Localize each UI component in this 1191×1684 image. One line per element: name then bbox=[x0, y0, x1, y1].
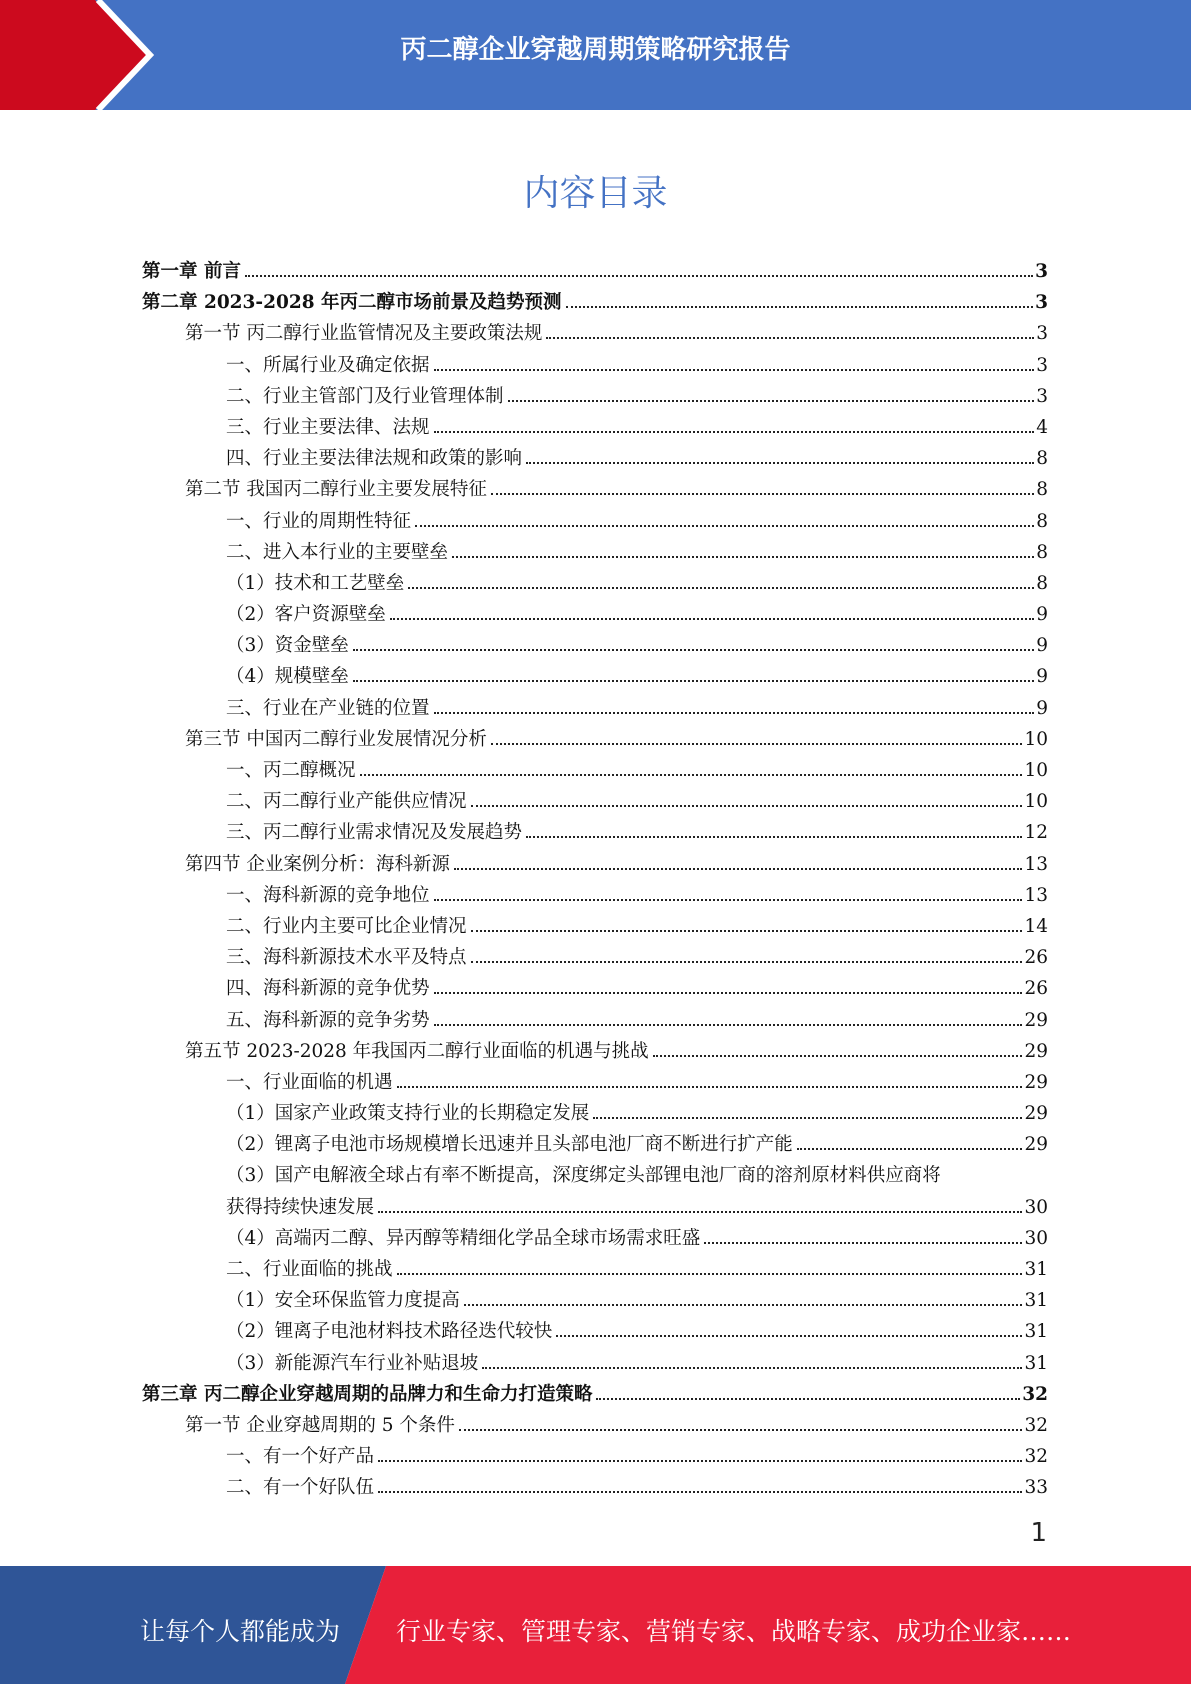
toc-entry-title: 二、行业内主要可比企业情况 bbox=[226, 915, 467, 937]
toc-entry-title: （1）国家产业政策支持行业的长期稳定发展 bbox=[226, 1103, 590, 1125]
toc-entry-title: （4）规模壁垒 bbox=[226, 666, 349, 688]
toc-entry-title: 五、海科新源的竞争劣势 bbox=[226, 1009, 430, 1031]
toc-page-number: 8 bbox=[1036, 510, 1048, 532]
toc-leader-dots bbox=[797, 1148, 1023, 1150]
toc-leader-dots bbox=[434, 431, 1035, 433]
toc-entry[interactable] bbox=[142, 942, 1048, 973]
toc-entry[interactable] bbox=[142, 630, 1048, 661]
toc-entry-title: （2）锂离子电池材料技术路径迭代较快 bbox=[226, 1321, 553, 1343]
toc-entry-title: 一、行业的周期性特征 bbox=[226, 510, 412, 532]
toc-entry-title: （3）国产电解液全球占有率不断提高，深度绑定头部锂电池厂商的溶剂原材料供应商将 bbox=[226, 1165, 941, 1187]
toc-page-number: 32 bbox=[1024, 1414, 1048, 1436]
toc-leader-dots bbox=[434, 712, 1035, 714]
toc-entry-title: 一、有一个好产品 bbox=[226, 1446, 375, 1468]
toc-entry[interactable] bbox=[142, 755, 1048, 786]
toc-entry-title: 二、有一个好队伍 bbox=[226, 1477, 375, 1499]
toc-entry[interactable] bbox=[142, 1316, 1048, 1347]
toc-entry[interactable] bbox=[142, 412, 1048, 443]
toc-leader-dots bbox=[526, 836, 1022, 838]
toc-page-number: 29 bbox=[1024, 1071, 1048, 1093]
toc-entry[interactable] bbox=[142, 880, 1048, 911]
toc-entry[interactable] bbox=[142, 911, 1048, 942]
toc-entry-title: 二、进入本行业的主要壁垒 bbox=[226, 541, 449, 563]
toc-leader-dots bbox=[566, 306, 1034, 308]
toc-entry-title: 一、丙二醇概况 bbox=[226, 760, 356, 781]
toc-entry[interactable] bbox=[142, 973, 1048, 1004]
toc-entry-title: 第二节 我国丙二醇行业主要发展特征 bbox=[185, 479, 487, 501]
toc-leader-dots bbox=[593, 1117, 1022, 1119]
toc-entry-title: 三、行业在产业链的位置 bbox=[226, 697, 430, 719]
toc-leader-dots bbox=[353, 680, 1034, 682]
toc-page-number: 31 bbox=[1024, 1321, 1048, 1343]
toc-entry[interactable] bbox=[142, 724, 1048, 755]
toc-entry-title: 第五节 2023-2028 年我国丙二醇行业面临的机遇与挑战 bbox=[185, 1040, 649, 1062]
toc-entry[interactable] bbox=[142, 849, 1048, 880]
table-of-contents bbox=[142, 256, 1048, 1504]
toc-entry[interactable] bbox=[142, 537, 1048, 568]
toc-entry[interactable] bbox=[142, 1067, 1048, 1098]
toc-page-number: 9 bbox=[1036, 666, 1048, 688]
toc-entry[interactable] bbox=[142, 287, 1048, 318]
toc-entry-title: 一、行业面临的机遇 bbox=[226, 1071, 393, 1093]
toc-entry[interactable] bbox=[142, 1472, 1048, 1503]
toc-entry-title: （4）高端丙二醇、异丙醇等精细化学品全球市场需求旺盛 bbox=[226, 1227, 701, 1249]
toc-page-number: 3 bbox=[1035, 292, 1048, 314]
footer-slogan-left: 让每个人都能成为 bbox=[140, 1617, 341, 1646]
toc-entry-title: （1）安全环保监管力度提高 bbox=[226, 1290, 460, 1312]
toc-entry-title: 第三章 丙二醇企业穿越周期的品牌力和生命力打造策略 bbox=[142, 1383, 593, 1405]
toc-leader-dots bbox=[434, 992, 1023, 994]
toc-page-number: 29 bbox=[1024, 1103, 1048, 1125]
toc-entry-title: 二、行业主管部门及行业管理体制 bbox=[226, 385, 504, 407]
toc-leader-dots bbox=[390, 618, 1034, 620]
toc-leader-dots bbox=[491, 493, 1034, 495]
toc-page-number: 32 bbox=[1022, 1383, 1048, 1405]
toc-entry[interactable] bbox=[142, 318, 1048, 349]
toc-entry[interactable] bbox=[142, 256, 1048, 287]
header-title: 丙二醇企业穿越周期策略研究报告 bbox=[400, 35, 791, 65]
toc-page-number: 30 bbox=[1024, 1196, 1048, 1218]
toc-entry-title: （2）客户资源壁垒 bbox=[226, 604, 386, 626]
toc-entry[interactable] bbox=[142, 1379, 1048, 1410]
toc-entry[interactable] bbox=[142, 1160, 1048, 1222]
toc-entry-title: 四、行业主要法律法规和政策的影响 bbox=[226, 448, 523, 470]
toc-leader-dots bbox=[415, 525, 1034, 527]
page-number: 1 bbox=[1030, 1518, 1047, 1548]
toc-page-number: 12 bbox=[1024, 822, 1048, 844]
toc-leader-dots bbox=[378, 1460, 1022, 1462]
toc-entry[interactable] bbox=[142, 1129, 1048, 1160]
toc-leader-dots bbox=[596, 1398, 1020, 1400]
toc-leader-dots bbox=[546, 337, 1034, 339]
toc-page-number: 3 bbox=[1035, 261, 1048, 282]
toc-page-number: 29 bbox=[1024, 1040, 1048, 1062]
toc-leader-dots bbox=[556, 1335, 1022, 1337]
toc-entry-title: 第一节 丙二醇行业监管情况及主要政策法规 bbox=[185, 323, 543, 345]
toc-entry[interactable] bbox=[142, 1036, 1048, 1067]
toc-entry-title: 第四节 企业案例分析：海科新源 bbox=[185, 853, 450, 875]
toc-page-number: 3 bbox=[1036, 385, 1048, 407]
toc-page-number: 29 bbox=[1024, 1134, 1048, 1156]
toc-entry[interactable] bbox=[142, 661, 1048, 692]
toc-leader-dots bbox=[526, 462, 1034, 464]
toc-leader-dots bbox=[245, 275, 1033, 277]
header-band bbox=[0, 0, 1191, 110]
toc-entry-title: 二、丙二醇行业产能供应情况 bbox=[226, 791, 467, 813]
toc-entry-title: 一、海科新源的竞争地位 bbox=[226, 884, 430, 906]
toc-page-number: 10 bbox=[1024, 760, 1048, 781]
toc-leader-dots bbox=[378, 1491, 1022, 1493]
toc-entry-title: （1）技术和工艺壁垒 bbox=[226, 572, 405, 594]
toc-leader-dots bbox=[397, 1273, 1023, 1275]
toc-leader-dots bbox=[508, 400, 1035, 402]
toc-leader-dots bbox=[471, 961, 1023, 963]
toc-page-number: 8 bbox=[1036, 479, 1048, 501]
toc-entry[interactable] bbox=[142, 568, 1048, 599]
toc-entry-title: 三、行业主要法律、法规 bbox=[226, 416, 430, 438]
toc-leader-dots bbox=[360, 774, 1023, 776]
toc-leader-dots bbox=[452, 556, 1034, 558]
toc-entry[interactable] bbox=[142, 1410, 1048, 1441]
toc-leader-dots bbox=[353, 649, 1034, 651]
toc-entry[interactable] bbox=[142, 1005, 1048, 1036]
toc-entry-title: 第一节 企业穿越周期的 5 个条件 bbox=[185, 1414, 455, 1436]
toc-page-number: 26 bbox=[1024, 947, 1048, 969]
toc-entry[interactable] bbox=[142, 350, 1048, 381]
toc-entry[interactable] bbox=[142, 599, 1048, 630]
toc-heading: 内容目录 bbox=[523, 173, 668, 214]
toc-entry-title: 第三节 中国丙二醇行业发展情况分析 bbox=[185, 728, 487, 750]
toc-page-number: 29 bbox=[1024, 1009, 1048, 1031]
toc-entry-title: 二、行业面临的挑战 bbox=[226, 1259, 393, 1280]
toc-entry-title: 第一章 前言 bbox=[142, 261, 241, 282]
toc-leader-dots bbox=[471, 930, 1023, 932]
toc-page-number: 3 bbox=[1036, 323, 1048, 345]
toc-entry-title: 一、所属行业及确定依据 bbox=[226, 354, 430, 376]
toc-entry[interactable] bbox=[142, 1348, 1048, 1379]
toc-page-number: 9 bbox=[1036, 697, 1048, 719]
toc-entry[interactable] bbox=[142, 506, 1048, 537]
toc-leader-dots bbox=[378, 1211, 1022, 1213]
toc-entry-title-continued: 获得持续快速发展 bbox=[226, 1196, 375, 1218]
toc-entry-title: 三、海科新源技术水平及特点 bbox=[226, 947, 467, 969]
toc-entry-title: （3）资金壁垒 bbox=[226, 635, 349, 657]
toc-entry[interactable] bbox=[142, 1441, 1048, 1472]
toc-page-number: 31 bbox=[1024, 1259, 1048, 1280]
toc-entry[interactable] bbox=[142, 443, 1048, 474]
toc-entry[interactable] bbox=[142, 1254, 1048, 1285]
toc-entry-title: （3）新能源汽车行业补贴退坡 bbox=[226, 1352, 479, 1374]
footer-slogan-right: 行业专家、管理专家、营销专家、战略专家、成功企业家…… bbox=[396, 1617, 1072, 1646]
toc-entry[interactable] bbox=[142, 693, 1048, 724]
toc-leader-dots bbox=[653, 1055, 1023, 1057]
toc-page-number: 10 bbox=[1024, 791, 1048, 813]
toc-entry-title: 三、丙二醇行业需求情况及发展趋势 bbox=[226, 822, 523, 844]
toc-page-number: 10 bbox=[1024, 728, 1048, 750]
toc-page-number: 13 bbox=[1024, 884, 1048, 906]
toc-page-number: 30 bbox=[1024, 1227, 1048, 1249]
toc-leader-dots bbox=[434, 1024, 1023, 1026]
toc-leader-dots bbox=[408, 587, 1034, 589]
toc-page-number: 26 bbox=[1024, 978, 1048, 1000]
toc-entry-title: 第二章 2023-2028 年丙二醇市场前景及趋势预测 bbox=[142, 292, 562, 314]
toc-page-number: 8 bbox=[1036, 572, 1048, 594]
toc-page-number: 31 bbox=[1024, 1352, 1048, 1374]
toc-leader-dots bbox=[491, 743, 1023, 745]
toc-leader-dots bbox=[471, 805, 1023, 807]
toc-page-number: 9 bbox=[1036, 635, 1048, 657]
toc-entry[interactable] bbox=[142, 1285, 1048, 1316]
toc-leader-dots bbox=[482, 1367, 1022, 1369]
toc-page-number: 8 bbox=[1036, 541, 1048, 563]
toc-page-number: 3 bbox=[1036, 354, 1048, 376]
toc-leader-dots bbox=[397, 1086, 1023, 1088]
toc-page-number: 4 bbox=[1036, 416, 1048, 438]
toc-leader-dots bbox=[464, 1304, 1023, 1306]
toc-entry[interactable] bbox=[142, 786, 1048, 817]
toc-leader-dots bbox=[434, 369, 1035, 371]
toc-leader-dots bbox=[454, 868, 1023, 870]
toc-leader-dots bbox=[434, 899, 1023, 901]
toc-entry-title: 四、海科新源的竞争优势 bbox=[226, 978, 430, 1000]
toc-entry-title: （2）锂离子电池市场规模增长迅速并且头部电池厂商不断进行扩产能 bbox=[226, 1134, 793, 1156]
toc-entry[interactable] bbox=[142, 474, 1048, 505]
toc-page-number: 13 bbox=[1024, 853, 1048, 875]
toc-entry[interactable] bbox=[142, 817, 1048, 848]
toc-leader-dots bbox=[459, 1429, 1023, 1431]
toc-entry[interactable] bbox=[142, 381, 1048, 412]
toc-page-number: 32 bbox=[1024, 1446, 1048, 1468]
toc-leader-dots bbox=[704, 1242, 1022, 1244]
toc-entry[interactable] bbox=[142, 1098, 1048, 1129]
toc-page-number: 33 bbox=[1024, 1477, 1048, 1499]
toc-page-number: 8 bbox=[1036, 448, 1048, 470]
toc-entry[interactable] bbox=[142, 1223, 1048, 1254]
toc-page-number: 9 bbox=[1036, 604, 1048, 626]
toc-page-number: 31 bbox=[1024, 1290, 1048, 1312]
toc-page-number: 14 bbox=[1024, 915, 1048, 937]
